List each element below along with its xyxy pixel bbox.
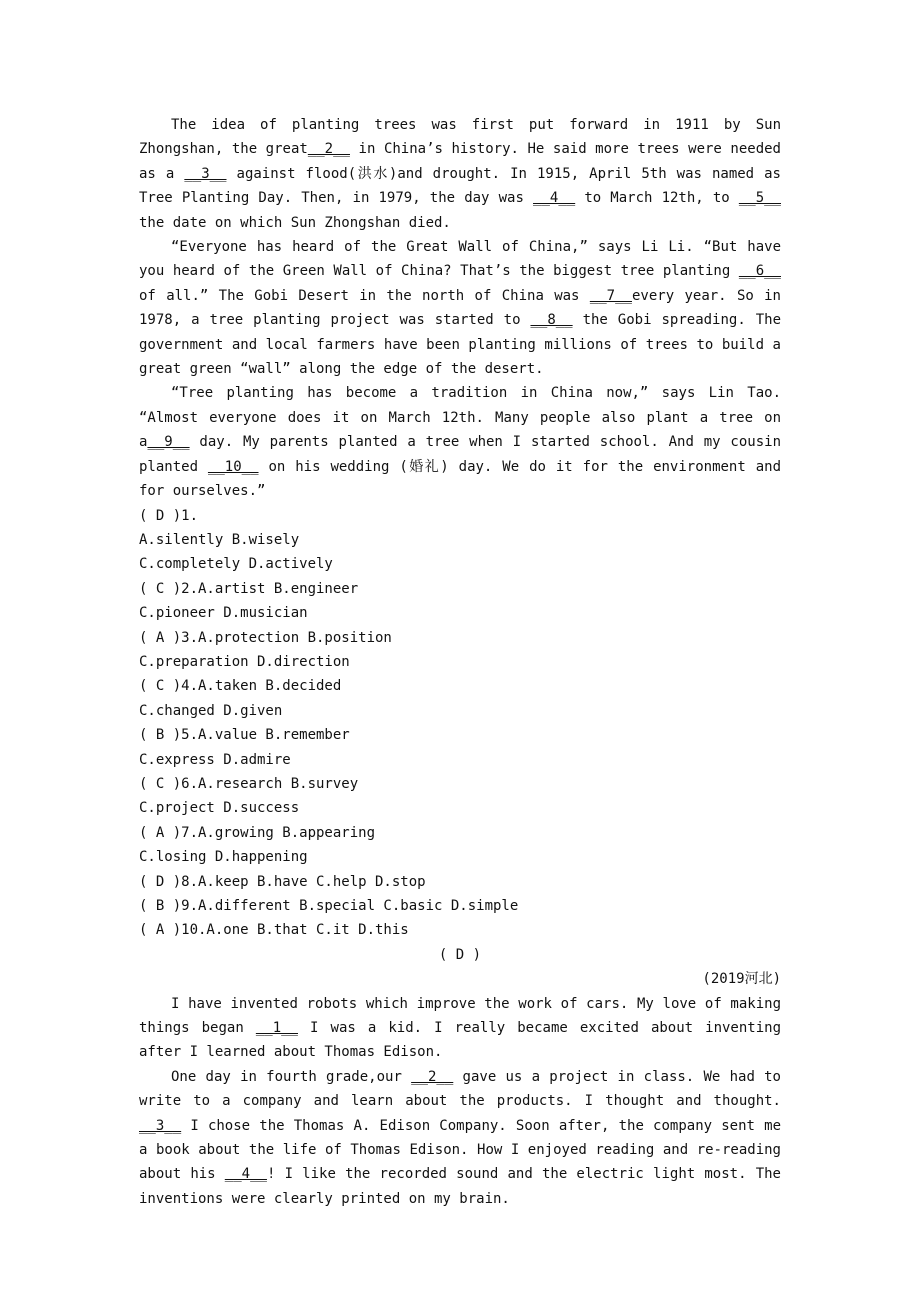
blank-2: __2__ [411,1068,454,1085]
answer-line: ( A )10.A.one B.that C.it D.this [139,922,409,939]
blank-4: __4__ [224,1166,267,1183]
answer-line: C.losing D.happening [139,849,308,866]
answer-line: ( C )6.A.research B.survey [139,775,359,792]
answer-line: ( A )3.A.protection B.position [139,629,392,646]
blank-4: __4__ [533,190,576,207]
document-page [139,113,781,1211]
answer-line: ( C )4.A.taken B.decided [139,678,342,695]
passage2-paragraph-1: I have invented robots which improve the work of cars. My love of making things began __1__ I was a kid. I really became excited about inventing after I learned about Thomas Edison. [139,995,781,1061]
passage1-paragraph-1: The idea of planting trees was first put forward in 1911 by Sun Zhongshan, the great__2__ in China’s history. He said more trees were needed as a __3__ against flood(洪水)and drought. In 1915, April 5th was named as Tree Planting Day. Then, in 1979, the day was __4__ to March 12th, to __5__ the date on which Sun Zhongshan died. [139,117,781,231]
answer-line: ( D )8.A.keep B.have C.help D.stop [139,873,426,890]
answer-line: A.silently B.wisely [139,531,300,548]
blank-5: __5__ [738,190,781,207]
blank-3: __3__ [139,1117,182,1134]
source-label: (2019河北) [702,971,781,988]
answer-line: ( C )2.A.artist B.engineer [139,580,359,597]
answer-line: ( B )9.A.different B.special C.basic D.simple [139,898,519,914]
answer-line: C.preparation D.direction [139,653,350,670]
blank-6: __6__ [738,263,781,280]
passage1-paragraph-3: “Tree planting has become a tradition in China now,” says Lin Tao. “Almost everyone does it on March 12th. Many people also plant a tree on a__9__ day. My parents planted a tree when I started school. And my cousin planted __10__ on his wedding (婚礼) day. We do it for the environment and for ourselves.” [139,385,781,500]
answer-options [139,504,781,943]
blank-8: __8__ [530,312,573,329]
blank-9: __9__ [147,434,190,451]
section-label: ( D ) [438,946,482,963]
answer-line: C.changed D.given [139,702,283,719]
answer-line: ( D )1. [139,507,199,524]
answer-line: C.completely D.actively [139,556,333,573]
answer-line: ( A )7.A.growing B.appearing [139,824,376,841]
answer-line: ( B )5.A.value B.remember [139,727,350,744]
passage1-paragraph-2: “Everyone has heard of the Great Wall of China,” says Li Li. “But have you heard of the Green Wall of China? That’s the biggest tree planting __6__ of all.” The Gobi Desert in the north of China was __7__every year. So in 1978, a tree planting project was started to __8__ the Gobi spreading. The government and local farmers have been planting millions of trees to build a great green “wall” along the edge of the desert. [139,239,781,378]
blank-3: __3__ [184,165,227,182]
blank-1: __1__ [255,1020,298,1037]
answer-line: C.pioneer D.musician [139,605,308,622]
blank-2: __2__ [307,141,350,158]
answer-line: C.project D.success [139,800,300,817]
answer-line: C.express D.admire [139,751,291,768]
passage2-paragraph-2: One day in fourth grade,our __2__ gave us a project in class. We had to write to a company and learn about the products. I thought and thought. __3__ I chose the Thomas A. Edison Company. Soon after, the company sent me a book about the life of Thomas Edison. How I enjoyed reading and re-reading about his __4__! I like the recorded sound and the electric light most. The inventions were clearly printed on my brain. [139,1068,781,1207]
blank-10: __10__ [207,458,259,475]
blank-7: __7__ [589,287,632,304]
